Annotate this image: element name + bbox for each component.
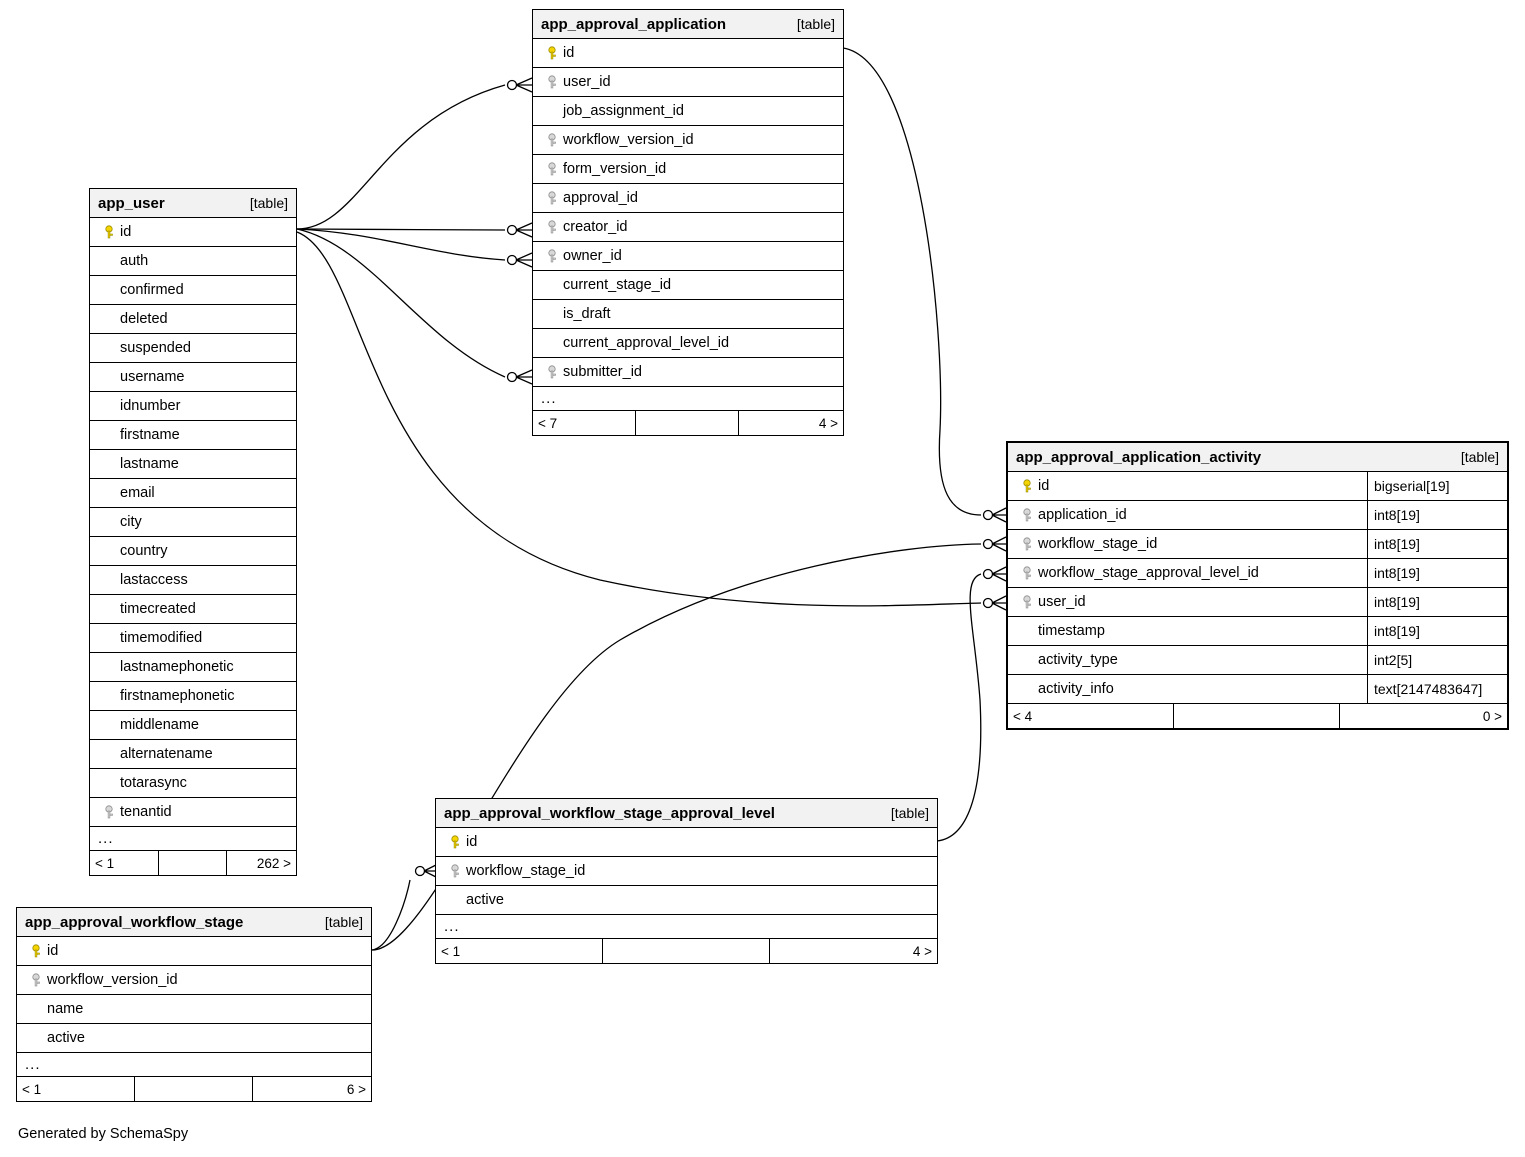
column-type: int8[19]	[1367, 530, 1507, 558]
table-row	[17, 1024, 371, 1053]
table-row	[90, 595, 296, 624]
column-name: owner_id	[563, 248, 622, 264]
table-row	[1008, 530, 1507, 559]
foreign-key-icon	[25, 973, 47, 987]
table-row	[1008, 559, 1507, 588]
incoming-relations-count[interactable]: < 1	[17, 1077, 135, 1101]
primary-key-icon	[1016, 479, 1038, 493]
table-row	[1008, 675, 1507, 704]
table-title: app_approval_application	[541, 15, 727, 33]
table-app-approval-workflow-stage[interactable]	[16, 907, 372, 1102]
table-app-approval-application[interactable]	[532, 9, 844, 436]
foreign-key-icon	[541, 133, 563, 147]
foreign-key-icon	[444, 864, 466, 878]
table-row	[533, 184, 843, 213]
table-footer	[533, 411, 843, 435]
table-row	[533, 271, 843, 300]
more-columns-indicator: ...	[436, 915, 937, 939]
column-name: confirmed	[120, 282, 184, 298]
column-name: creator_id	[563, 219, 628, 235]
column-name: workflow_version_id	[47, 972, 178, 988]
table-tag: [table]	[1460, 449, 1499, 465]
table-title: app_approval_workflow_stage_approval_level	[444, 804, 775, 822]
table-header	[17, 908, 371, 937]
table-row	[533, 126, 843, 155]
table-row	[90, 537, 296, 566]
table-row	[90, 479, 296, 508]
primary-key-icon	[541, 46, 563, 60]
table-row	[90, 653, 296, 682]
column-name: active	[47, 1030, 85, 1046]
column-type: int8[19]	[1367, 617, 1507, 645]
table-row	[90, 711, 296, 740]
foreign-key-icon	[1016, 566, 1038, 580]
column-name: active	[466, 892, 504, 908]
outgoing-relations-count[interactable]: 4 >	[912, 943, 932, 959]
foreign-key-icon	[541, 75, 563, 89]
table-row	[17, 966, 371, 995]
column-name: suspended	[120, 340, 191, 356]
table-row	[90, 218, 296, 247]
column-name: submitter_id	[563, 364, 642, 380]
table-tag: [table]	[890, 805, 929, 821]
column-name: email	[120, 485, 155, 501]
incoming-relations-count[interactable]: < 1	[90, 851, 159, 875]
incoming-relations-count[interactable]: < 4	[1008, 704, 1174, 728]
table-title: app_user	[98, 194, 165, 212]
table-row	[90, 276, 296, 305]
table-row	[90, 334, 296, 363]
column-name: current_stage_id	[563, 277, 672, 293]
primary-key-icon	[25, 944, 47, 958]
column-type: text[2147483647]	[1367, 675, 1507, 703]
column-name: workflow_stage_id	[466, 863, 586, 879]
column-name: user_id	[563, 74, 611, 90]
table-header	[1008, 443, 1507, 472]
column-name: id	[1038, 478, 1050, 494]
foreign-key-icon	[98, 805, 120, 819]
column-type: int8[19]	[1367, 559, 1507, 587]
table-title: app_approval_workflow_stage	[25, 913, 244, 931]
footer-middle	[636, 411, 739, 435]
foreign-key-icon	[1016, 537, 1038, 551]
table-row	[90, 682, 296, 711]
table-row	[90, 740, 296, 769]
column-name: firstname	[120, 427, 180, 443]
outgoing-relations-count[interactable]: 262 >	[256, 855, 291, 871]
table-tag: [table]	[796, 16, 835, 32]
table-row	[533, 97, 843, 126]
column-name: name	[47, 1001, 84, 1017]
column-name: current_approval_level_id	[563, 335, 730, 351]
table-row	[17, 937, 371, 966]
foreign-key-icon	[541, 220, 563, 234]
column-name: user_id	[1038, 594, 1086, 610]
primary-key-icon	[98, 225, 120, 239]
column-name: approval_id	[563, 190, 638, 206]
footer-middle	[159, 851, 228, 875]
column-name: lastaccess	[120, 572, 188, 588]
foreign-key-icon	[1016, 595, 1038, 609]
column-name: id	[563, 45, 575, 61]
incoming-relations-count[interactable]: < 1	[436, 939, 603, 963]
outgoing-relations-count[interactable]: 6 >	[346, 1081, 366, 1097]
incoming-relations-count[interactable]: < 7	[533, 411, 636, 435]
table-row	[533, 300, 843, 329]
column-name: timemodified	[120, 630, 203, 646]
column-name: is_draft	[563, 306, 611, 322]
table-row	[90, 624, 296, 653]
column-name: tenantid	[120, 804, 172, 820]
table-row	[1008, 646, 1507, 675]
column-type: bigserial[19]	[1367, 472, 1507, 500]
footer-middle	[1174, 704, 1340, 728]
table-footer	[436, 939, 937, 963]
table-row	[90, 421, 296, 450]
table-header	[533, 10, 843, 39]
column-name: id	[47, 943, 59, 959]
column-name: lastnamephonetic	[120, 659, 234, 675]
column-name: activity_info	[1038, 681, 1114, 697]
column-name: username	[120, 369, 185, 385]
table-app-user[interactable]	[89, 188, 297, 876]
column-type: int8[19]	[1367, 501, 1507, 529]
outgoing-relations-count[interactable]: 4 >	[818, 415, 839, 431]
column-name: timecreated	[120, 601, 196, 617]
table-tag: [table]	[324, 914, 363, 930]
column-name: totarasync	[120, 775, 187, 791]
foreign-key-icon	[541, 365, 563, 379]
table-footer	[90, 851, 296, 875]
generated-by-label: Generated by SchemaSpy	[18, 1126, 189, 1142]
table-header	[436, 799, 937, 828]
foreign-key-icon	[541, 191, 563, 205]
column-name: city	[120, 514, 142, 530]
column-name: timestamp	[1038, 623, 1105, 639]
column-name: deleted	[120, 311, 168, 327]
table-row	[1008, 472, 1507, 501]
table-footer	[17, 1077, 371, 1101]
footer-middle	[135, 1077, 253, 1101]
column-type: int2[5]	[1367, 646, 1507, 674]
table-tag: [table]	[249, 195, 288, 211]
foreign-key-icon	[541, 249, 563, 263]
more-columns-indicator: ...	[533, 387, 843, 411]
primary-key-icon	[444, 835, 466, 849]
foreign-key-icon	[541, 162, 563, 176]
column-name: firstnamephonetic	[120, 688, 235, 704]
column-name: lastname	[120, 456, 179, 472]
column-name: id	[120, 224, 132, 240]
column-name: form_version_id	[563, 161, 667, 177]
table-row	[436, 886, 937, 915]
table-row	[533, 68, 843, 97]
table-row	[533, 155, 843, 184]
table-row	[1008, 588, 1507, 617]
table-row	[90, 798, 296, 827]
table-row	[90, 247, 296, 276]
table-title: app_approval_application_activity	[1016, 448, 1262, 466]
table-row	[436, 857, 937, 886]
table-row	[533, 329, 843, 358]
table-app-approval-workflow-stage-approval-level[interactable]	[435, 798, 938, 964]
column-name: alternatename	[120, 746, 213, 762]
more-columns-indicator: ...	[90, 827, 296, 851]
table-row	[90, 508, 296, 537]
table-row	[533, 39, 843, 68]
foreign-key-icon	[1016, 508, 1038, 522]
table-row	[533, 242, 843, 271]
column-name: workflow_stage_id	[1038, 536, 1158, 552]
column-name: job_assignment_id	[563, 103, 684, 119]
table-header	[90, 189, 296, 218]
table-row	[90, 566, 296, 595]
table-row	[90, 363, 296, 392]
column-name: middlename	[120, 717, 199, 733]
footer-middle	[603, 939, 770, 963]
table-row	[90, 305, 296, 334]
table-row	[533, 358, 843, 387]
column-name: id	[466, 834, 478, 850]
column-name: activity_type	[1038, 652, 1118, 668]
more-columns-indicator: ...	[17, 1053, 371, 1077]
table-row	[90, 450, 296, 479]
column-name: workflow_version_id	[563, 132, 694, 148]
column-name: application_id	[1038, 507, 1127, 523]
table-app-approval-application-activity[interactable]	[1006, 441, 1509, 730]
outgoing-relations-count[interactable]: 0 >	[1482, 708, 1503, 724]
table-row	[1008, 501, 1507, 530]
column-type: int8[19]	[1367, 588, 1507, 616]
table-row	[436, 828, 937, 857]
column-name: auth	[120, 253, 149, 269]
table-row	[533, 213, 843, 242]
table-row	[90, 769, 296, 798]
table-row	[90, 392, 296, 421]
column-name: country	[120, 543, 168, 559]
column-name: workflow_stage_approval_level_id	[1038, 565, 1259, 581]
table-footer	[1008, 704, 1507, 728]
table-row	[17, 995, 371, 1024]
column-name: idnumber	[120, 398, 181, 414]
table-row	[1008, 617, 1507, 646]
